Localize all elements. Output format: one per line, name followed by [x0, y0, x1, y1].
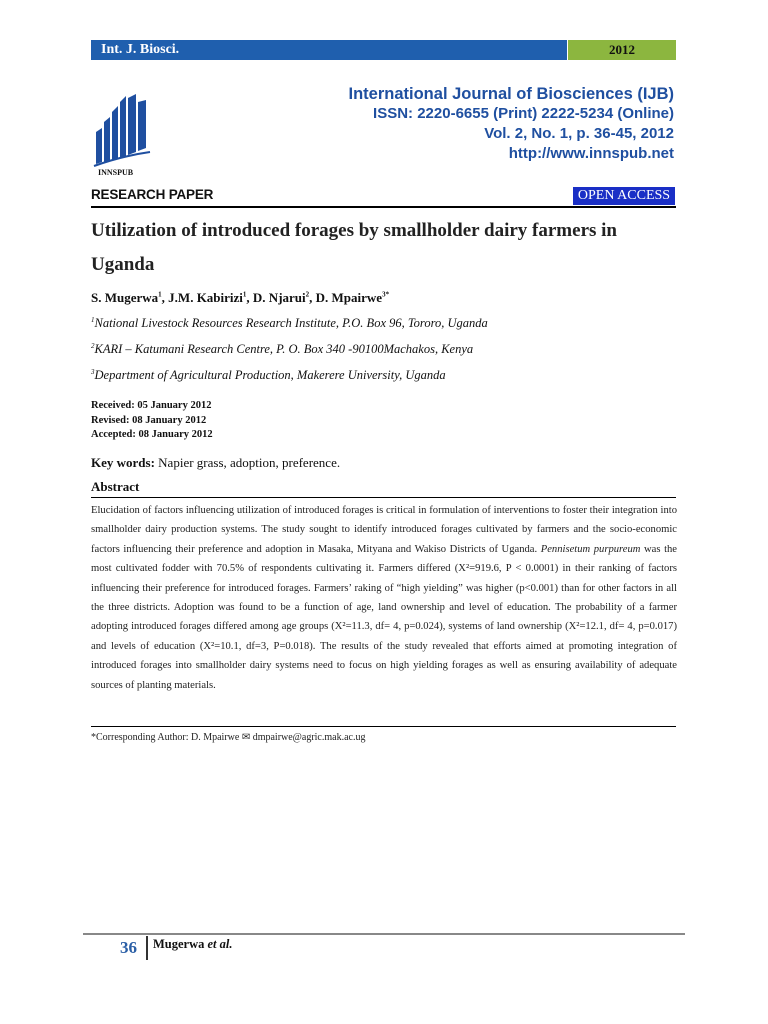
affiliation: $^3$Department of Agricultural Production, Makerere University, Uganda [91, 368, 446, 383]
article-dates [91, 399, 213, 443]
author-list: S. Mugerwa$^1$, J.M. Kabirizi$^1$, D. Njarui$^2$, D. Mpairwe$^{3*}$ [91, 290, 390, 305]
books-logo-icon [92, 92, 154, 176]
received-date: Received: 05 January 2012 [91, 400, 212, 411]
paper-title: Utilization of introduced forages by smallholder dairy farmers in Uganda [91, 220, 617, 275]
page-number: 36 [120, 938, 137, 957]
svg-text:INNSPUB: INNSPUB [98, 168, 134, 176]
corresponding-author: *Corresponding Author: D. Mpairwe ✉ dmpairwe@agric.mak.ac.ug [91, 732, 366, 743]
open-access-badge: OPEN ACCESS [573, 187, 675, 205]
paper-type: RESEARCH PAPER [91, 187, 214, 202]
header-year: 2012 [568, 40, 676, 60]
journal-info [349, 84, 674, 164]
journal-url[interactable]: http://www.innspub.net [508, 145, 674, 162]
author-name: D. Mpairwe [315, 290, 383, 305]
divider [91, 206, 676, 208]
journal-name: International Journal of Biosciences (IJB) [348, 85, 674, 103]
footer-rule [83, 933, 685, 935]
author-name: S. Mugerwa [91, 290, 159, 305]
author-name: J.M. Kabirizi [168, 290, 243, 305]
affiliation: $^2$KARI – Katumani Research Centre, P. O. Box 340 -90100Machakos, Kenya [91, 342, 474, 357]
abstract-text: Elucidation of factors influencing utilization of introduced forages is critical in formulation of interventions to foster their integration into smallholder dairy production systems. The study sought to identify introduced forages cultivated by farmers and the socio-economic factors influencing their preference and adoption in Masaka, Mityana and Wakiso Districts of Uganda. Pennisetum purpureum was the most cultivated fodder with 70.5% of respondents cultivating it. Farmers differed (X²=919.6, P < 0.0001) in their ranking of factors influencing their preference for introduced forages. Farmers’ raking of “high yielding” was higher (p<0.001) than for other factors in all the three districts. Adoption was found to be a function of age, land ownership and level of education. The probability of a farmer adopting introduced forages differed among age groups (X²=11.3, df= 4, p=0.024), systems of land ownership (X²=12.1, df= 4, p=0.017) and levels of education (X²=10.1, df=3, P=0.018). The results of the study revealed that efforts aimed at promoting integration of introduced forages into smallholder dairy systems need to focus on high yielding forages as well as ensuring availability of adequate sources of planting materials. [91, 505, 678, 691]
affiliation: $^1$National Livestock Resources Research Institute, P.O. Box 96, Tororo, Uganda [91, 316, 488, 331]
revised-date: Revised: 08 January 2012 [91, 414, 207, 426]
divider [91, 497, 676, 498]
footer-separator [146, 936, 148, 960]
journal-issn: ISSN: 2220-6655 (Print) 2222-5234 (Online) [373, 105, 674, 122]
accepted-date: Accepted: 08 January 2012 [91, 429, 213, 440]
innspub-logo [92, 92, 154, 176]
journal-short-title: Int. J. Biosci. [91, 40, 567, 60]
divider [91, 726, 676, 727]
abstract-heading: Abstract [91, 479, 140, 494]
keywords: Key words: Napier grass, adoption, preference. [91, 455, 341, 470]
running-author: Mugerwa et al. [153, 937, 233, 951]
journal-volume: Vol. 2, No. 1, p. 36-45, 2012 [484, 125, 674, 142]
author-name: D. Njarui [252, 290, 306, 305]
